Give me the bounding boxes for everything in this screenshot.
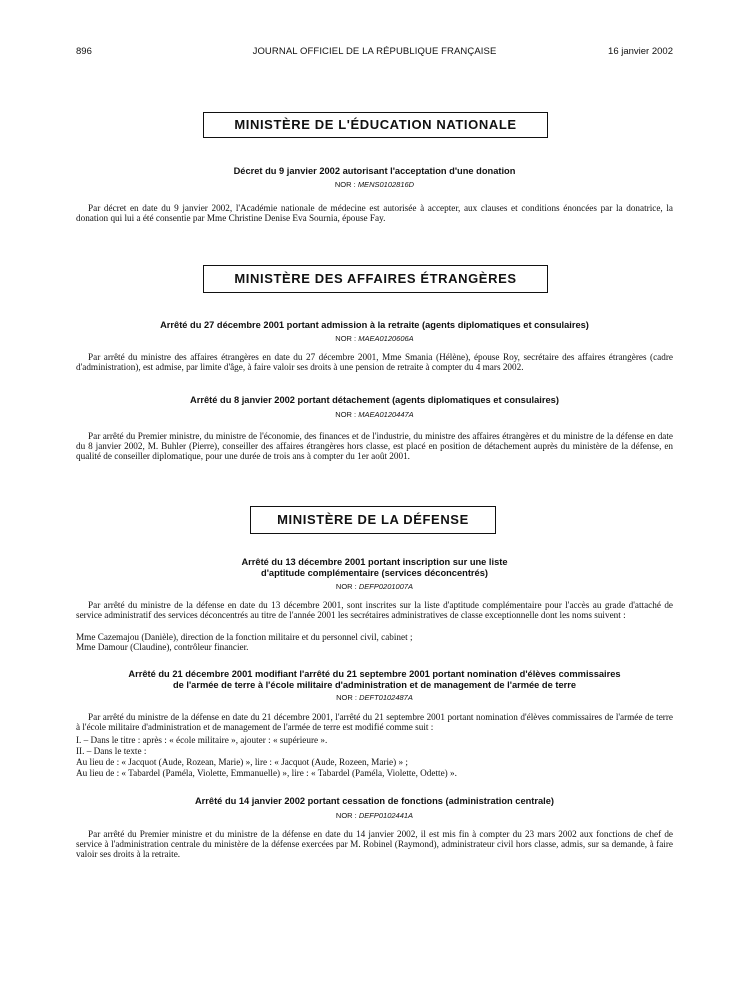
list-item: Mme Damour (Claudine), contrôleur financier. <box>76 642 249 652</box>
nor-code: DEFP0201007A <box>358 582 414 591</box>
nor-reference: NOR : MAEA0120447A <box>335 410 414 419</box>
decree-title: Arrêté du 8 janvier 2002 portant détachement (agents diplomatiques et consulaires) <box>190 395 559 405</box>
list-item: II. – Dans le texte : <box>76 746 147 756</box>
decree-text: Par décret en date du 9 janvier 2002, l'Académie nationale de médecine est autorisée à accepter, aux clauses et conditions énoncées par la donatrice, la donation qui lui a été consentie par Mme Christine Denise Eva Sournia, épouse Fay. <box>76 203 673 224</box>
nor-reference: NOR : MENS0102816D <box>334 180 415 189</box>
page-header <box>76 46 673 62</box>
issue-date: 16 janvier 2002 <box>608 46 673 57</box>
decree-text: Par arrêté du ministre de la défense en date du 13 décembre 2001, sont inscrites sur la liste d'aptitude complémentaire pour l'accès au grade d'attaché de service administratif des services déconcentrés au titre de l'année 2001 les secrétaires administratives de classe exceptionnelle dont les noms suivent : <box>76 600 673 621</box>
decree-title: Arrêté du 21 décembre 2001 modifiant l'arrêté du 21 septembre 2001 portant nomination d'élèves commissaires de l'armée de terre à l'école militaire d'administration et de management de l'armée de terre <box>128 669 621 690</box>
ministry-defense-box <box>250 506 496 534</box>
list-item: Mme Cazemajou (Danièle), direction de la fonction militaire et du personnel civil, cabinet ; <box>76 632 413 642</box>
nor-code: MAEA0120606A <box>358 334 414 343</box>
nor-code: DEFP0102441A <box>358 811 414 820</box>
ministry-affaires-title: MINISTÈRE DES AFFAIRES ÉTRANGÈRES <box>234 271 517 286</box>
ministry-education-title: MINISTÈRE DE L'ÉDUCATION NATIONALE <box>234 117 517 132</box>
decree-text: Par arrêté du ministre de la défense en date du 21 décembre 2001, l'arrêté du 21 septembre 2001 portant nomination d'élèves commissaires de l'armée de terre à l'école militaire d'administration et de management de l'armée de terre est modifié comme suit : <box>76 712 673 733</box>
decree-title: Arrêté du 13 décembre 2001 portant inscription sur une liste d'aptitude complémentaire (services déconcentrés) <box>241 557 508 578</box>
decree-title: Arrêté du 14 janvier 2002 portant cessation de fonctions (administration centrale) <box>194 796 555 806</box>
list-item: I. – Dans le titre : après : « école militaire », ajouter : « supérieure ». <box>76 735 328 745</box>
nor-reference: NOR : DEFT0102487A <box>336 693 413 702</box>
ministry-affaires-box <box>203 265 548 293</box>
decree-text: Par arrêté du Premier ministre, du ministre de l'économie, des finances et de l'industrie, du ministre des affaires étrangères et du ministre de la défense en date du 8 janvier 2002, M. Buhler (Pierre), conseiller des affaires étrangères hors classe, est placé en position de détachement auprès du ministère de la défense, en qualité de conseiller diplomatique, pour une durée de trois ans à compter du 1er août 2001. <box>76 431 673 462</box>
nor-reference: NOR : DEFP0102441A <box>335 811 414 820</box>
journal-title: JOURNAL OFFICIEL DE LA RÉPUBLIQUE FRANÇAISE <box>252 46 497 57</box>
nor-reference: NOR : DEFP0201007A <box>335 582 414 591</box>
ministry-defense-title: MINISTÈRE DE LA DÉFENSE <box>277 512 469 527</box>
nor-reference: NOR : MAEA0120606A <box>335 334 414 343</box>
decree-title: Décret du 9 janvier 2002 autorisant l'acceptation d'une donation <box>233 166 516 176</box>
list-item: Au lieu de : « Jacquot (Aude, Rozean, Marie) », lire : « Jacquot (Aude, Rozeen, Marie) » ; <box>76 757 408 767</box>
decree-text: Par arrêté du ministre des affaires étrangères en date du 27 décembre 2001, Mme Smania (Hélène), épouse Roy, secrétaire des affaires étrangères (cadre d'administration), est admise, par limite d'âge, à faire valoir ses droits à une pension de retraite à compter du 4 mars 2002. <box>76 352 673 373</box>
decree-text: Par arrêté du Premier ministre et du ministre de la défense en date du 14 janvier 2002, il est mis fin à compter du 23 mars 2002 aux fonctions de chef de service à l'administration centrale du ministère de la défense exercées par M. Robinel (Raymond), administrateur civil hors classe, admis, sur sa demande, à faire valoir ses droits à la retraite. <box>76 829 673 860</box>
nor-code: MAEA0120447A <box>358 410 414 419</box>
decree-title: Arrêté du 27 décembre 2001 portant admission à la retraite (agents diplomatiques et consulaires) <box>160 320 589 330</box>
ministry-education-box <box>203 112 548 138</box>
list-item: Au lieu de : « Tabardel (Paméla, Violette, Emmanuelle) », lire : « Tabardel (Paméla, Violette, Odette) ». <box>76 768 457 778</box>
page-number: 896 <box>76 46 92 57</box>
nor-code: MENS0102816D <box>357 180 415 189</box>
nor-code: DEFT0102487A <box>359 693 413 702</box>
